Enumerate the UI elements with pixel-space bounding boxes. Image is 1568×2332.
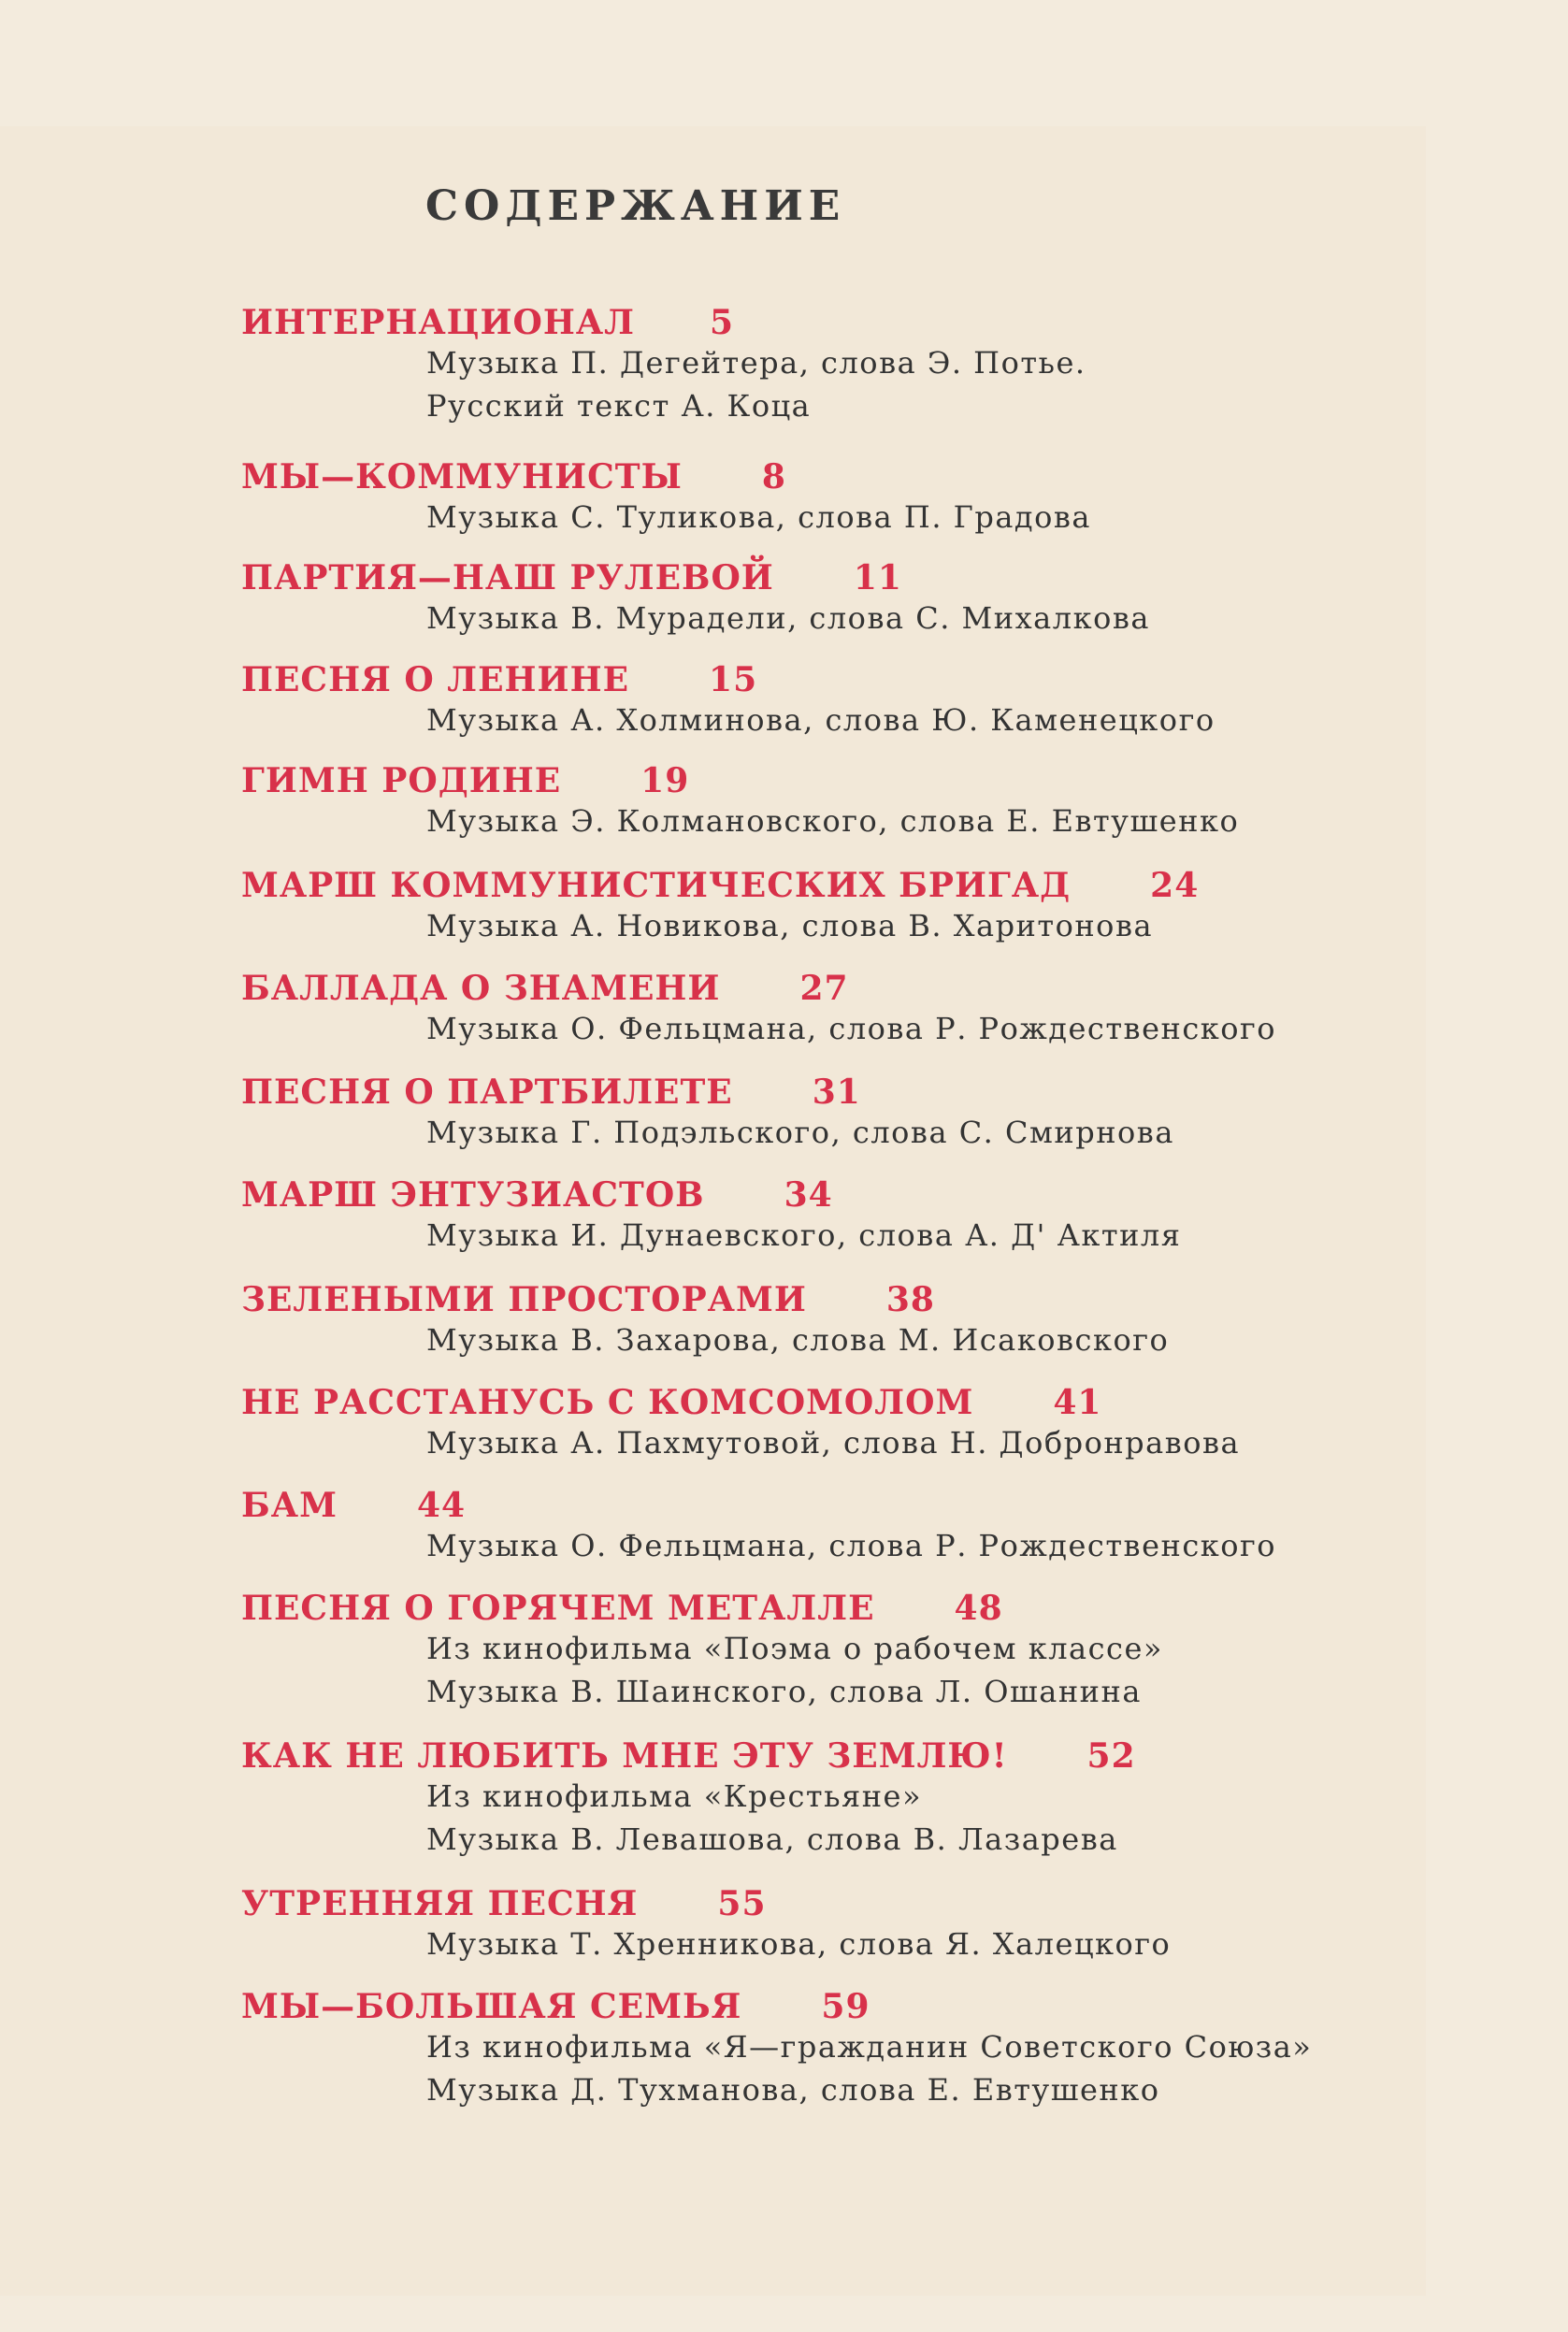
toc-entry: [241, 304, 1419, 427]
entry-title-line: [241, 1885, 1419, 1922]
entry-credit: Музыка О. Фельцмана, слова Р. Рождественского: [426, 1011, 1277, 1046]
entry-title-line: [241, 867, 1419, 904]
entry-credit: Музыка Д. Тухманова, слова Е. Евтушенко: [426, 2072, 1160, 2108]
toc-entry: [241, 458, 1419, 539]
entry-title: ПЕСНЯ О ГОРЯЧЕМ МЕТАЛЛЕ: [241, 1589, 875, 1628]
entry-page: 31: [812, 1072, 861, 1112]
entry-page: 38: [885, 1280, 935, 1319]
toc-entry: [241, 970, 1419, 1050]
toc-entry: [241, 1281, 1419, 1361]
entry-title: МЫ—БОЛЬШАЯ СЕМЬЯ: [241, 1987, 742, 2026]
toc-entry: [241, 1384, 1419, 1464]
entry-page: 19: [640, 761, 690, 800]
entry-page: 34: [784, 1175, 833, 1215]
entry-title: УТРЕННЯЯ ПЕСНЯ: [241, 1884, 639, 1923]
entry-credit: Музыка Т. Хренникова, слова Я. Халецкого: [426, 1926, 1172, 1962]
entry-page: 52: [1086, 1736, 1136, 1776]
entry-title-line: [241, 1384, 1419, 1421]
entry-credit: Музыка П. Дегейтера, слова Э. Потье.: [426, 345, 1086, 381]
entry-title-line: [241, 1281, 1419, 1318]
entry-page: 11: [853, 558, 902, 597]
toc-entry: [241, 1073, 1419, 1154]
entry-page: 41: [1053, 1383, 1102, 1422]
entry-title: БАМ: [241, 1486, 338, 1525]
entry-title: МАРШ ЭНТУЗИАСТОВ: [241, 1175, 705, 1215]
toc-entry: [241, 867, 1419, 947]
entry-page: 55: [717, 1884, 767, 1923]
entry-credit: Русский текст А. Коца: [426, 388, 812, 424]
toc-entry: [241, 1590, 1419, 1713]
entry-page: 59: [821, 1987, 870, 2026]
toc-entry: [241, 1988, 1419, 2111]
entry-title: КАК НЕ ЛЮБИТЬ МНЕ ЭТУ ЗЕМЛЮ!: [241, 1736, 1008, 1776]
entry-page: 27: [799, 969, 849, 1008]
entry-title: ПАРТИЯ—НАШ РУЛЕВОЙ: [241, 558, 774, 597]
toc-entry: [241, 1737, 1419, 1861]
entry-credit: Музыка И. Дунаевского, слова А. Д' Актиля: [426, 1217, 1182, 1253]
entry-credit: Музыка А. Пахмутовой, слова Н. Добронравова: [426, 1425, 1241, 1461]
toc-entry: [241, 762, 1419, 842]
entry-page: 24: [1150, 866, 1200, 905]
entry-title: МАРШ КОММУНИСТИЧЕСКИХ БРИГАД: [241, 866, 1072, 905]
toc-entry: [241, 1176, 1419, 1257]
entry-credit: Из кинофильма «Я—гражданин Советского Союза»: [426, 2029, 1313, 2065]
entry-credit: Музыка В. Мурадели, слова С. Михалкова: [426, 600, 1150, 636]
entry-credit: Из кинофильма «Крестьяне»: [426, 1778, 923, 1814]
entry-page: 5: [710, 303, 735, 342]
entry-title: ИНТЕРНАЦИОНАЛ: [241, 303, 635, 342]
entry-title: МЫ—КОММУНИСТЫ: [241, 457, 683, 497]
entry-credit: Музыка В. Захарова, слова М. Исаковского: [426, 1322, 1170, 1358]
entry-title-line: [241, 559, 1419, 597]
entry-title: ГИМН РОДИНЕ: [241, 761, 562, 800]
entry-title-line: [241, 1176, 1419, 1214]
entry-title-line: [241, 1988, 1419, 2025]
toc-entry: [241, 1885, 1419, 1965]
entry-title: ПЕСНЯ О ЛЕНИНЕ: [241, 660, 630, 699]
entry-credit: Музыка Э. Колмановского, слова Е. Евтушенко: [426, 803, 1240, 839]
entry-title-line: [241, 661, 1419, 698]
entry-credit: Музыка В. Шаинского, слова Л. Ошанина: [426, 1674, 1142, 1709]
entry-credit: Музыка В. Левашова, слова В. Лазарева: [426, 1821, 1118, 1857]
entry-credit: Музыка Г. Подэльского, слова С. Смирнова: [426, 1115, 1174, 1150]
entry-title-line: [241, 970, 1419, 1007]
entry-credit: Музыка А. Холминова, слова Ю. Каменецкого: [426, 702, 1216, 738]
entry-title: НЕ РАССТАНУСЬ С КОМСОМОЛОМ: [241, 1383, 974, 1422]
entry-title-line: [241, 762, 1419, 799]
entry-page: 44: [416, 1486, 467, 1525]
entry-credit: Музыка С. Туликова, слова П. Градова: [426, 499, 1091, 535]
toc-entry: [241, 661, 1419, 741]
entry-credit: Из кинофильма «Поэма о рабочем классе»: [426, 1631, 1163, 1666]
entry-page: 8: [761, 457, 786, 497]
entry-title-line: [241, 1073, 1419, 1111]
entry-title-line: [241, 458, 1419, 496]
entry-page: 15: [709, 660, 758, 699]
entry-title-line: [241, 304, 1419, 341]
entry-title-line: [241, 1590, 1419, 1627]
entry-title-line: [241, 1737, 1419, 1775]
entry-credit: Музыка А. Новикова, слова В. Харитонова: [426, 908, 1154, 943]
entry-title: ПЕСНЯ О ПАРТБИЛЕТЕ: [241, 1072, 733, 1112]
entry-title: ЗЕЛЕНЫМИ ПРОСТОРАМИ: [241, 1280, 807, 1319]
contents-heading: СОДЕРЖАНИЕ: [425, 182, 846, 230]
entry-title: БАЛЛАДА О ЗНАМЕНИ: [241, 969, 721, 1008]
entry-title-line: [241, 1487, 1419, 1524]
entry-page: 48: [954, 1589, 1003, 1628]
toc-entry: [241, 559, 1419, 640]
entry-credit: Музыка О. Фельцмана, слова Р. Рождественского: [426, 1528, 1277, 1563]
toc-entry: [241, 1487, 1419, 1567]
